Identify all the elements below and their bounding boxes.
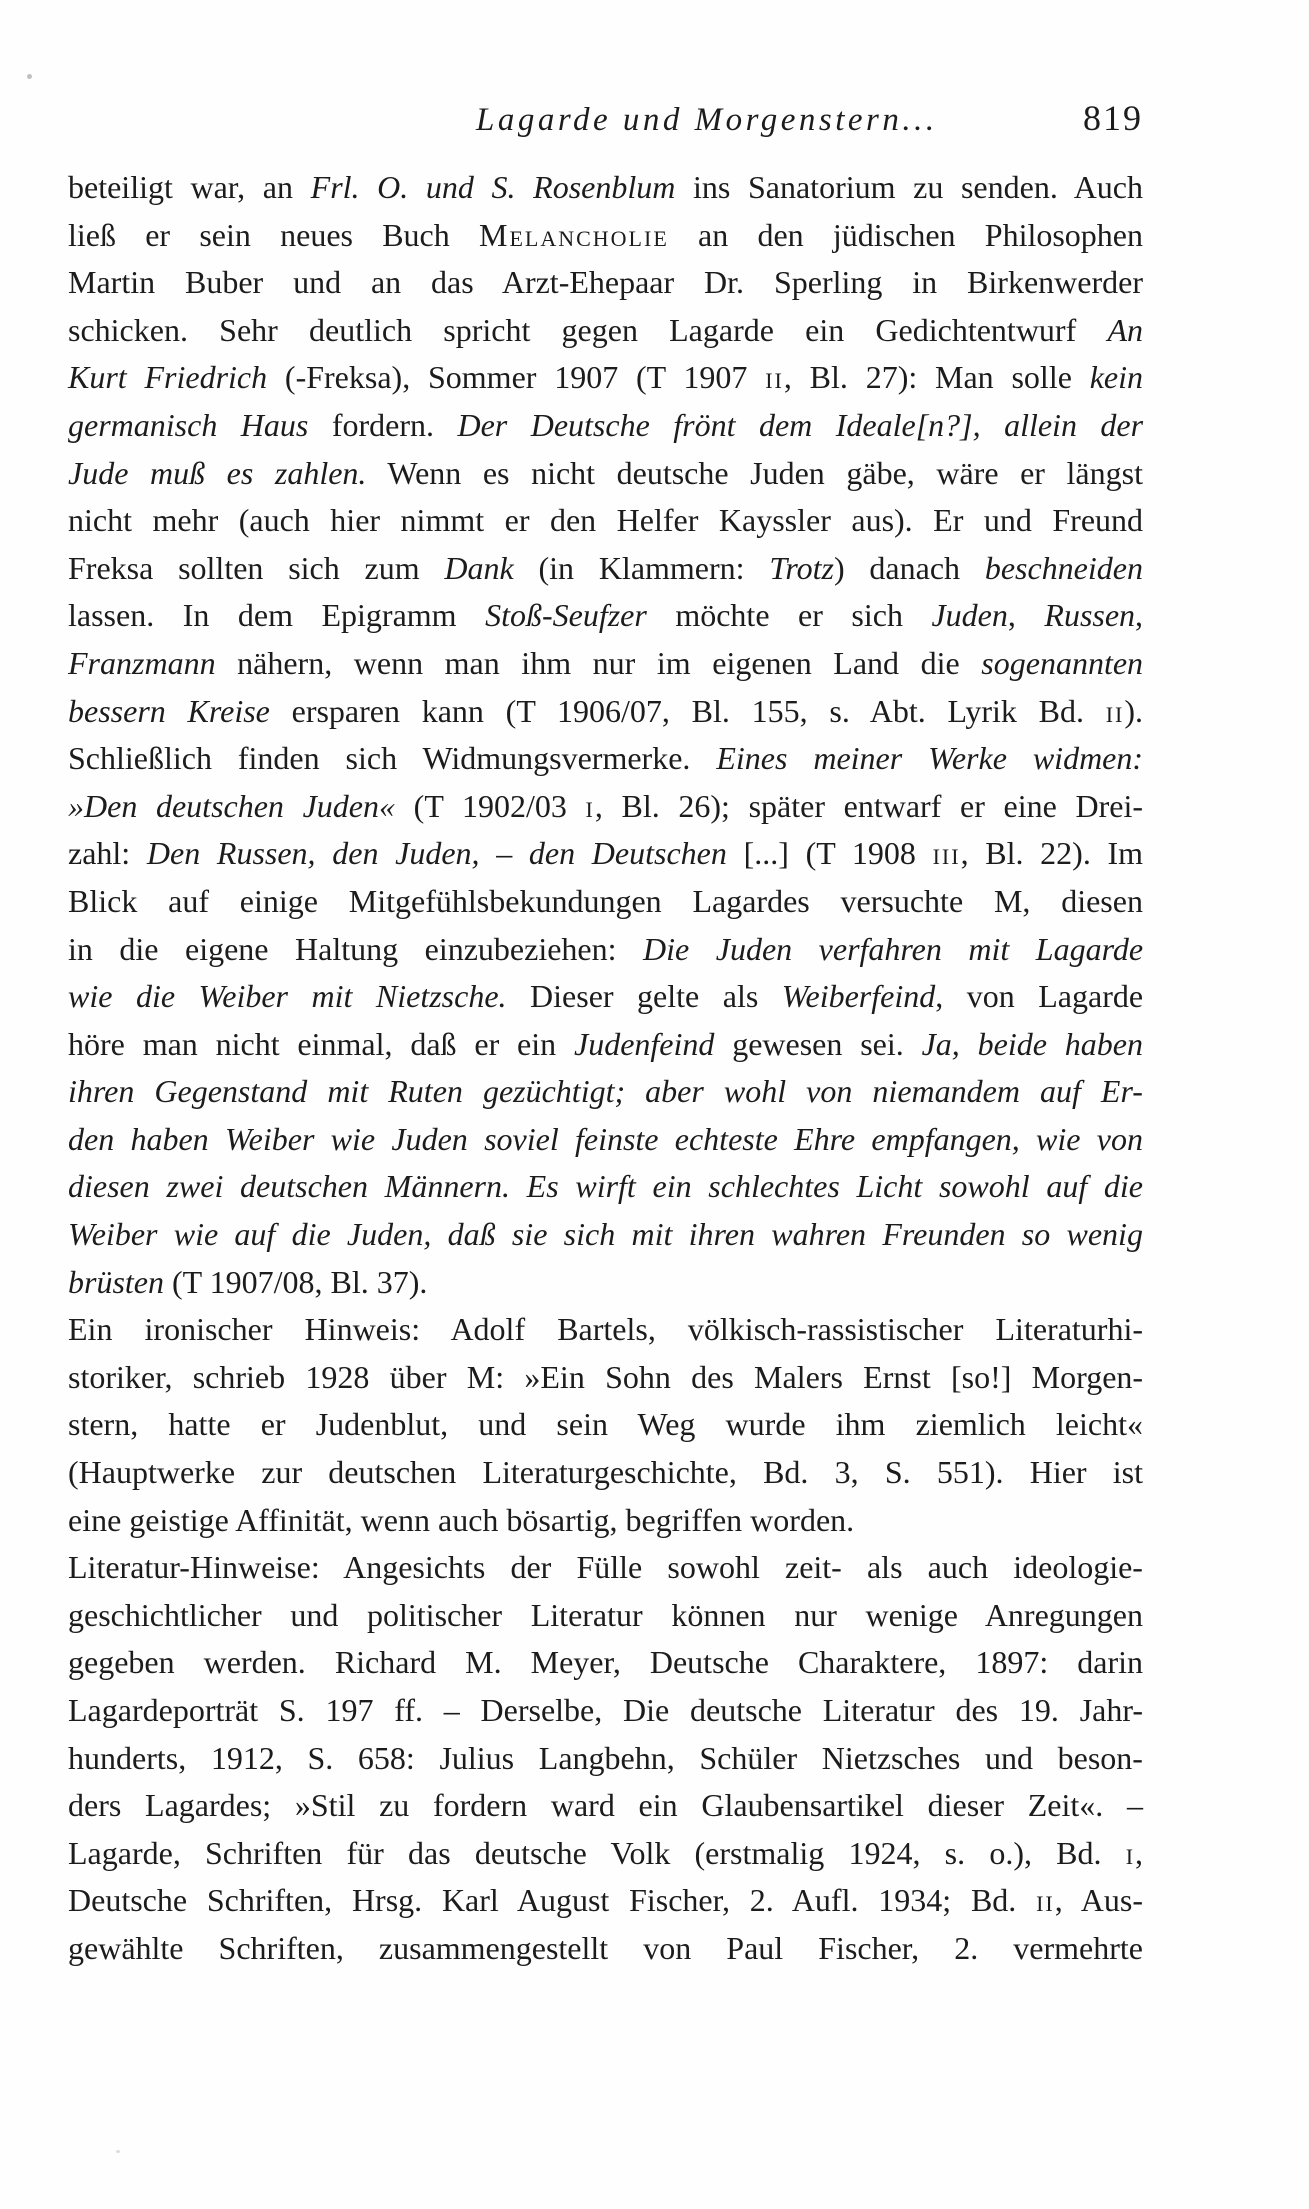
text-line	[68, 1925, 1143, 1973]
text-line-content	[68, 1502, 854, 1538]
text-line-content	[68, 1121, 1143, 1157]
text-line-content	[68, 1359, 1143, 1395]
text-line-content	[68, 1787, 1143, 1823]
text-line-content	[68, 1930, 1143, 1966]
text-line-content	[68, 217, 1143, 253]
roman-text: Lagarde, Schriften für das deutsche Volk (erstmalig 1924, s. o.), Bd.	[68, 1834, 1126, 1871]
roman-text: Ein ironischer Hinweis: Adolf Bartels, völkisch-rassistischer Literaturhi-	[68, 1311, 1143, 1348]
roman-text: Lagardeporträt S. 197 ff. – Derselbe, Die deutsche Literatur des 19. Jahr-	[68, 1692, 1144, 1728]
text-line	[68, 1068, 1143, 1116]
italic-text: germanisch Haus	[68, 406, 309, 443]
italic-text: An	[1107, 311, 1143, 348]
text-line-content	[68, 1644, 1143, 1680]
roman-text: (Hauptwerke zur deutschen Literaturgeschichte, Bd. 3, S. 551). Hier ist	[68, 1454, 1144, 1491]
text-line	[68, 1497, 1143, 1545]
text-line	[68, 1259, 1143, 1307]
text-line	[68, 1354, 1143, 1402]
roman-text: (-Freksa), Sommer 1907 (T 1907	[267, 359, 766, 396]
roman-text: ,	[1135, 1834, 1144, 1871]
text-line-content	[68, 1216, 1143, 1252]
text-line	[68, 783, 1143, 831]
text-line	[68, 450, 1143, 498]
italic-text: Der Deutsche frönt dem Ideale[n?], allein der	[457, 406, 1144, 443]
text-line-content	[68, 502, 1143, 538]
text-line	[68, 878, 1143, 926]
text-line-content	[68, 931, 1143, 967]
italic-text: Ja, beide haben	[921, 1025, 1143, 1062]
italic-text: Die Juden verfahren mit Lagarde	[643, 930, 1144, 967]
italic-text: sogenannten	[981, 644, 1144, 681]
text-line	[68, 1592, 1143, 1640]
text-line-content	[68, 693, 1143, 729]
text-line	[68, 1116, 1143, 1164]
roman-text: schicken. Sehr deutlich spricht gegen Lagarde ein Gedichtentwurf	[68, 311, 1108, 348]
text-line	[68, 1401, 1143, 1449]
roman-text: lassen. In dem Epigramm	[68, 597, 486, 634]
italic-text: kein	[1089, 359, 1143, 396]
smallcaps-text: i	[1125, 1834, 1136, 1871]
text-line-content	[68, 1406, 1143, 1442]
running-head-title: Lagarde und Morgenstern...	[476, 102, 938, 138]
roman-text: in die eigene Haltung einzubeziehen:	[68, 930, 644, 967]
roman-text: beteiligt war, an	[68, 169, 311, 205]
text-line	[68, 973, 1143, 1021]
roman-text: höre man nicht einmal, daß er ein	[68, 1025, 574, 1062]
text-line-content	[68, 455, 1143, 491]
text-line-content	[68, 1073, 1143, 1109]
text-line-content	[68, 264, 1143, 300]
running-head	[68, 98, 1143, 150]
text-line	[68, 640, 1143, 688]
text-line-content	[68, 550, 1143, 586]
text-line	[68, 497, 1143, 545]
italic-text: Juden	[931, 597, 1008, 634]
roman-text: gewählte Schriften, zusammengestellt von Paul Fischer, 2. vermehrte	[68, 1929, 1143, 1966]
text-line-content	[68, 1597, 1143, 1633]
text-line	[68, 592, 1143, 640]
text-line	[68, 688, 1143, 736]
text-line-content	[68, 312, 1143, 348]
page-number: 819	[1083, 98, 1143, 138]
roman-text: gewesen sei.	[714, 1025, 922, 1062]
text-line	[68, 1830, 1143, 1878]
roman-text: , Aus-	[1054, 1882, 1143, 1919]
roman-text: fordern.	[308, 406, 458, 443]
italic-text: Kurt Friedrich	[68, 359, 268, 396]
text-line	[68, 1639, 1143, 1687]
italic-text: Weiber wie auf die Juden, daß sie sich mit ihren wahren Freunden so wenig	[68, 1216, 1143, 1253]
text-line	[68, 1449, 1143, 1497]
italic-text: Franzmann	[68, 644, 216, 681]
italic-text: »Den deutschen Juden«	[68, 787, 395, 824]
roman-text: (T 1902/03	[395, 787, 586, 824]
text-line-content	[68, 1168, 1143, 1204]
roman-text: nähern, wenn man ihm nur im eigenen Land die	[215, 644, 982, 681]
italic-text: Weiberfeind	[781, 978, 936, 1015]
roman-text: ersparen kann (T 1906/07, Bl. 155, s. Abt. Lyrik Bd.	[269, 692, 1106, 729]
text-line	[68, 1306, 1143, 1354]
text-line	[68, 212, 1143, 260]
roman-text: hunderts, 1912, S. 658: Julius Langbehn, Schüler Nietzsches und beson-	[68, 1739, 1143, 1776]
text-line-content	[68, 1454, 1143, 1490]
text-line	[68, 926, 1143, 974]
roman-text: Dieser gelte als	[506, 978, 782, 1015]
text-line	[68, 1544, 1143, 1592]
italic-text: Frl. O. und S. Rosenblum	[310, 169, 676, 205]
roman-text: geschichtlicher und politischer Literatur können nur wenige Anregungen	[68, 1596, 1143, 1633]
smallcaps-text: ii	[765, 359, 784, 396]
text-line	[68, 259, 1143, 307]
italic-text: Eines meiner Werke widmen:	[716, 740, 1144, 777]
italic-text: Jude muß es zahlen.	[68, 454, 367, 491]
italic-text: ihren Gegenstand mit Ruten gezüchtigt; aber wohl von niemandem auf Er-	[68, 1073, 1143, 1110]
roman-text: Blick auf einige Mitgefühlsbekundungen Lagardes versuchte M, diesen	[68, 882, 1143, 919]
roman-text: (in Klammern:	[513, 549, 770, 586]
smallcaps-text: ii	[1036, 1882, 1055, 1919]
text-line	[68, 1877, 1143, 1925]
roman-text: , Bl. 26); später entwarf er eine Drei-	[594, 787, 1144, 824]
roman-text: gegeben werden. Richard M. Meyer, Deutsche Charaktere, 1897: darin	[68, 1644, 1143, 1681]
text-line	[68, 735, 1143, 783]
roman-text: ins Sanatorium zu senden. Auch	[675, 169, 1144, 205]
italic-text: Judenfeind	[573, 1025, 715, 1062]
italic-text: Dank	[444, 549, 514, 586]
italic-text: bessern Kreise	[68, 692, 270, 729]
text-line-content	[68, 359, 1143, 395]
text-line	[68, 1163, 1143, 1211]
text-line-content	[68, 1835, 1143, 1871]
text-line	[68, 1687, 1143, 1735]
text-line	[68, 545, 1143, 593]
roman-text: Deutsche Schriften, Hrsg. Karl August Fischer, 2. Aufl. 1934; Bd.	[68, 1882, 1037, 1919]
text-line-content	[68, 883, 1143, 919]
text-line	[68, 830, 1143, 878]
roman-text: Schließlich finden sich Widmungsvermerke.	[68, 740, 717, 777]
roman-text: , Bl. 27): Man solle	[783, 359, 1090, 396]
page-text	[68, 164, 1143, 1973]
text-line-content	[68, 1026, 1143, 1062]
italic-text: brüsten	[68, 1263, 164, 1300]
text-line-content	[68, 1882, 1143, 1918]
text-line-content	[68, 835, 1143, 871]
italic-text: Russen	[1044, 597, 1136, 634]
text-line-content	[68, 1549, 1143, 1585]
text-line	[68, 164, 1143, 212]
roman-text: , Bl. 22). Im	[960, 835, 1144, 872]
smallcaps-text: Melancholie	[479, 216, 669, 253]
text-line	[68, 1782, 1143, 1830]
roman-text: ließ er sein neues Buch	[68, 216, 479, 253]
roman-text: ,	[1135, 597, 1144, 634]
scan-speck	[27, 74, 32, 79]
text-line	[68, 307, 1143, 355]
roman-text: stern, hatte er Judenblut, und sein Weg wurde ihm ziemlich leicht«	[68, 1406, 1143, 1443]
text-line	[68, 354, 1143, 402]
smallcaps-text: ii	[1105, 692, 1125, 729]
scan-speck	[116, 2150, 120, 2153]
text-line-content	[68, 1264, 427, 1300]
roman-text: Wenn es nicht deutsche Juden gäbe, wäre er längst	[366, 454, 1143, 491]
smallcaps-text: iii	[932, 835, 961, 872]
text-line-content	[68, 1740, 1143, 1776]
text-line-content	[68, 1311, 1143, 1347]
text-line-content	[68, 169, 1143, 205]
text-line	[68, 402, 1143, 450]
roman-text: Literatur-Hinweise: Angesichts der Fülle sowohl zeit- als auch ideologie-	[68, 1549, 1143, 1586]
text-line-content	[68, 1692, 1143, 1728]
italic-text: Stoß-Seufzer	[485, 597, 647, 634]
roman-text: möchte er sich	[646, 597, 932, 634]
italic-text: den haben Weiber wie Juden soviel feinste echteste Ehre empfangen, wie von	[68, 1120, 1143, 1157]
roman-text: ).	[1124, 692, 1144, 729]
italic-text: beschneiden	[984, 549, 1143, 586]
text-line-content	[68, 407, 1143, 443]
roman-text: ders Lagardes; »Stil zu fordern ward ein Glaubensartikel dieser Zeit«. –	[68, 1787, 1144, 1824]
text-line-content	[68, 597, 1143, 633]
roman-text: ) danach	[833, 549, 985, 586]
roman-text: eine geistige Affinität, wenn auch bösartig, begriffen worden.	[68, 1501, 855, 1538]
italic-text: wie die Weiber mit Nietzsche.	[68, 978, 507, 1015]
roman-text: , von Lagarde	[935, 978, 1144, 1015]
text-line	[68, 1735, 1143, 1783]
roman-text: [...] (T 1908	[726, 835, 933, 872]
text-line-content	[68, 740, 1143, 776]
roman-text: Martin Buber und an das Arzt-Ehepaar Dr. Sperling in Birkenwerder	[68, 264, 1143, 301]
roman-text: ,	[1007, 597, 1045, 634]
italic-text: diesen zwei deutschen Männern. Es wirft ein schlechtes Licht sowohl auf die	[68, 1168, 1144, 1205]
text-line-content	[68, 645, 1143, 681]
roman-text: an den jüdischen Philosophen	[668, 216, 1144, 253]
text-line-content	[68, 978, 1143, 1014]
text-line	[68, 1021, 1143, 1069]
text-line	[68, 1211, 1143, 1259]
smallcaps-text: i	[585, 787, 595, 824]
roman-text: nicht mehr (auch hier nimmt er den Helfer Kayssler aus). Er und Freund	[68, 502, 1144, 539]
roman-text: storiker, schrieb 1928 über M: »Ein Sohn des Malers Ernst [so!] Morgen-	[68, 1358, 1144, 1395]
roman-text: Freksa sollten sich zum	[68, 549, 445, 586]
roman-text: zahl:	[68, 835, 147, 872]
roman-text: (T 1907/08, Bl. 37).	[164, 1263, 428, 1300]
text-line-content	[68, 788, 1143, 824]
italic-text: Den Russen, den Juden, – den Deutschen	[146, 835, 727, 872]
italic-text: Trotz	[769, 549, 834, 586]
